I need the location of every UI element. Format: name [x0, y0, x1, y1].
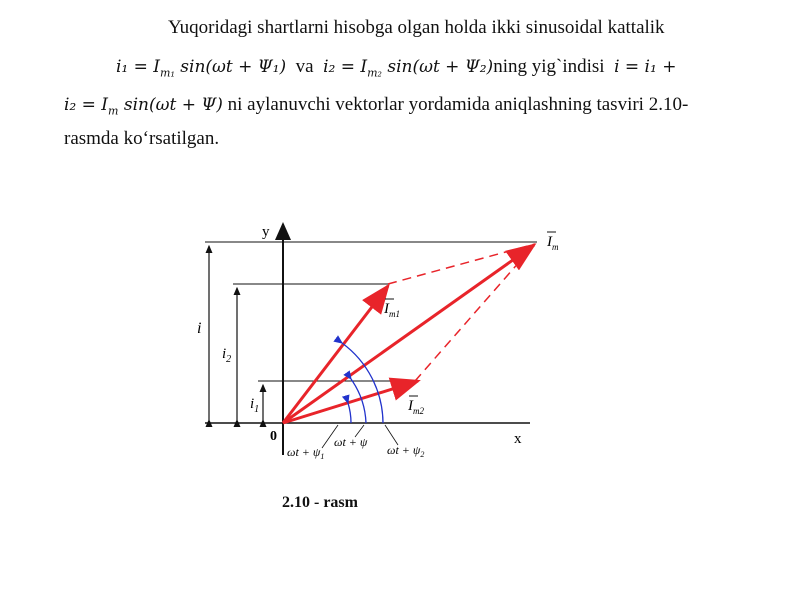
dashed-line-1 [388, 244, 535, 284]
arc-psi1 [348, 403, 351, 423]
angle-label-psi1: $\omega t + \psi_1$ [287, 445, 325, 461]
leader-psi2 [385, 425, 398, 445]
y-axis-label: y [262, 224, 270, 240]
equation-i2: $i_2 = I_{m_2}$ sin(ωt + Ψ₂) [323, 57, 494, 80]
label-i1: $i_1$ [250, 396, 260, 415]
label-i2: $i_2$ [222, 346, 232, 365]
closing-line: rasmda ko‘rsatilgan. [64, 128, 220, 149]
label-im2: $I_{m2}$ [408, 398, 424, 416]
vector-im [283, 245, 534, 423]
x-axis-label: x [514, 431, 522, 447]
intro-line: Yuqoridagi shartlarni hisobga olgan holda ikki sinusoidal kattalik [168, 17, 665, 38]
label-im: $I_m$ [547, 234, 559, 252]
origin-label: 0 [270, 429, 277, 444]
word-ning: ning yig`indisi [493, 56, 605, 77]
figure-caption: 2.10 - rasm [282, 494, 358, 511]
angle-label-psi: ωt + ψ [334, 435, 368, 449]
vector-im1 [283, 286, 388, 423]
angle-label-psi2: $\omega t + \psi_2$ [387, 443, 425, 459]
explanation-text: ni aylanuvchi vektorlar yordamida aniqlashning tasviri 2.10- [227, 94, 689, 115]
equation-i-total: $i_2 = I_m$ sin(ωt + Ψ) [64, 95, 223, 118]
equation-i1: $i_1 = I_{m_1}$ sin(ωt + Ψ₁) [116, 57, 287, 80]
label-i: i [197, 320, 202, 337]
dashed-line-2 [415, 244, 535, 381]
equation-sum: i = i₁ + [614, 57, 677, 77]
word-va: va [295, 56, 314, 77]
label-im1: $I_{m1}$ [384, 301, 400, 319]
